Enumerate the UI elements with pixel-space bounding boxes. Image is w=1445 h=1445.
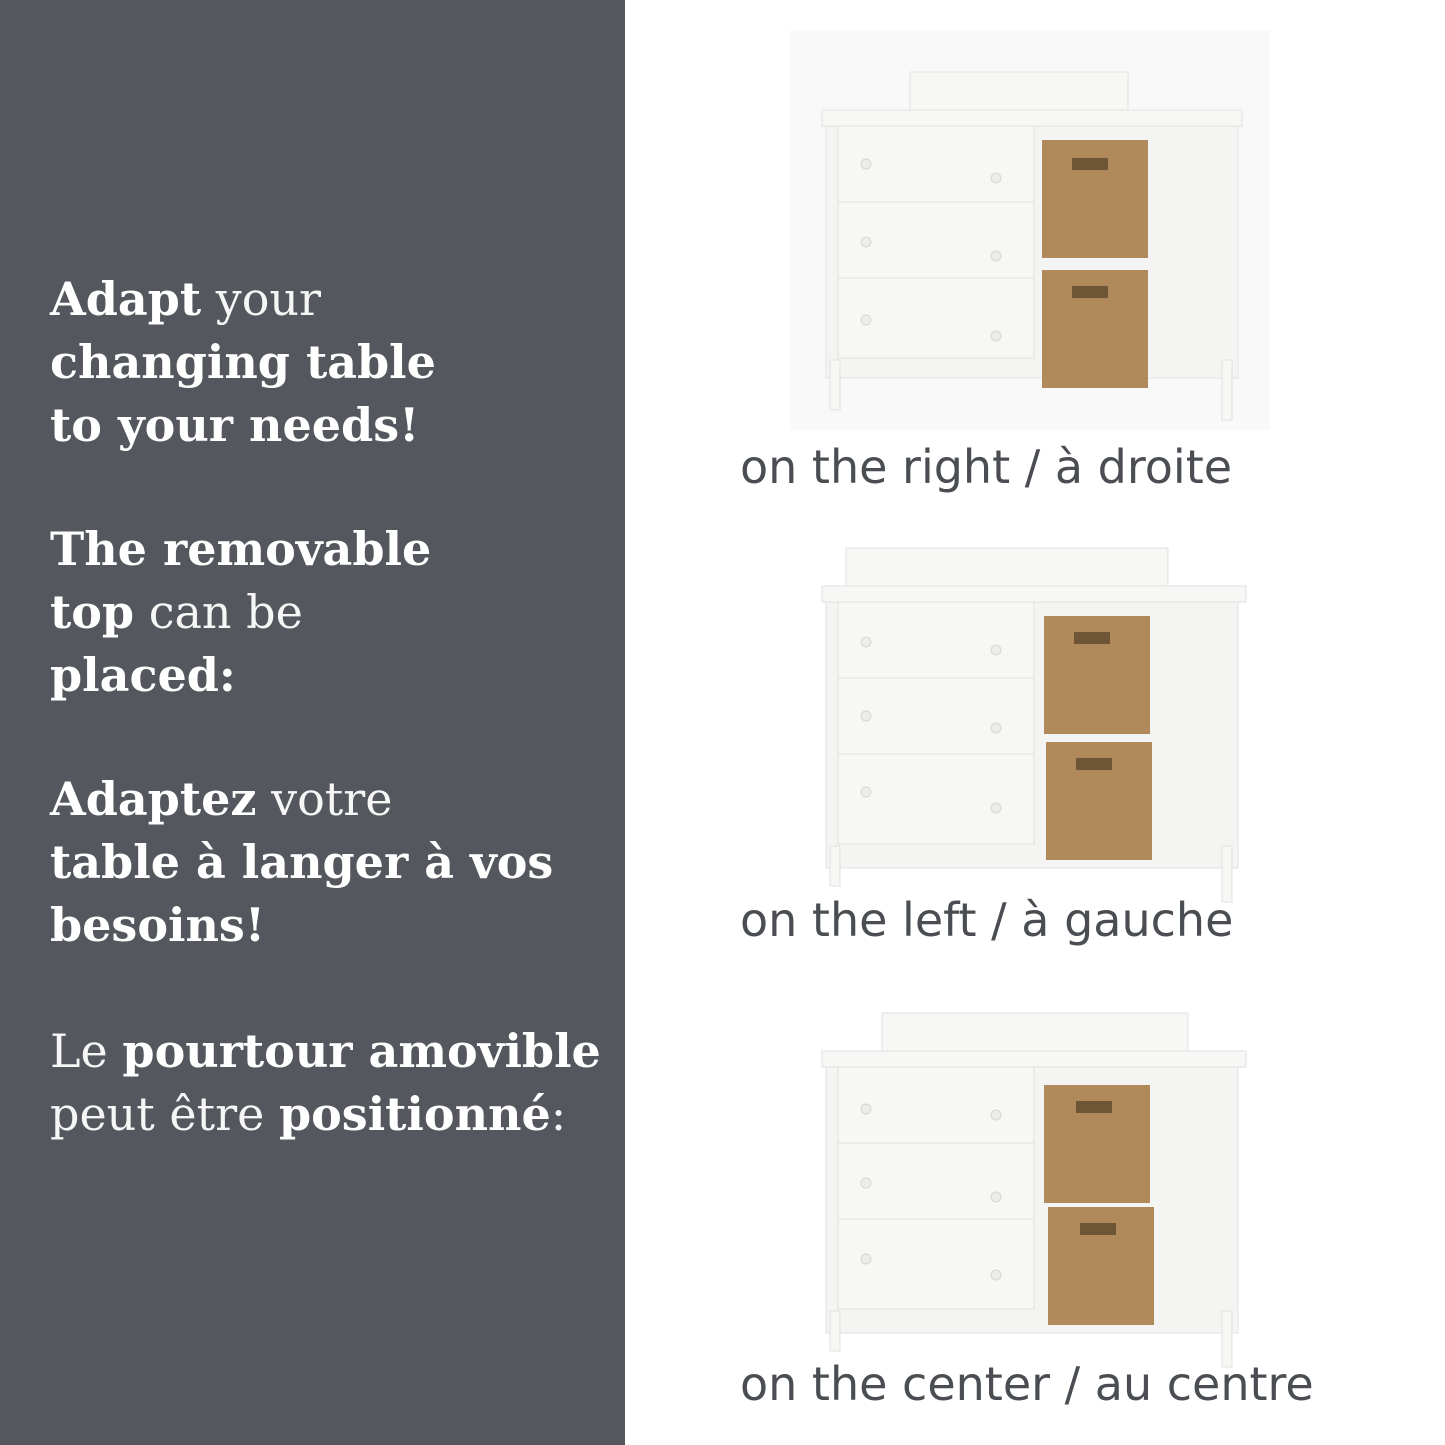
caption-on-the-right: on the right / à droite [740,440,1233,494]
removable-top-paragraph-en [50,518,620,707]
intro-paragraph-fr [50,768,620,957]
phrase-changing-table: changing table [50,335,436,389]
word-placed: placed: [50,648,236,702]
dresser-top-left-image [790,520,1270,920]
phrase-table-a-langer: table à langer à vos [50,835,554,889]
dresser-top-right-image [790,30,1270,430]
word-le: Le [50,1024,108,1078]
word-adaptez: Adaptez [50,772,257,826]
colon: : [550,1087,567,1141]
phrase-peut-etre: peut être [50,1087,265,1141]
word-positionne: positionné [278,1087,551,1141]
left-text-panel [0,0,625,1445]
word-your: your [215,272,321,326]
removable-top-paragraph-fr [50,1020,620,1146]
word-adapt: Adapt [50,272,202,326]
word-top: top [50,585,135,639]
phrase-to-your-needs: to your needs! [50,398,420,452]
intro-paragraph-en [50,268,620,457]
phrase-pourtour-amovible: pourtour amovible [122,1024,601,1078]
word-besoins: besoins! [50,898,266,952]
caption-on-the-left: on the left / à gauche [740,893,1234,947]
word-votre: votre [271,772,393,826]
caption-on-the-center: on the center / au centre [740,1357,1314,1411]
phrase-the-removable: The removable [50,522,432,576]
dresser-top-center-image [790,985,1270,1385]
phrase-can-be: can be [148,585,303,639]
